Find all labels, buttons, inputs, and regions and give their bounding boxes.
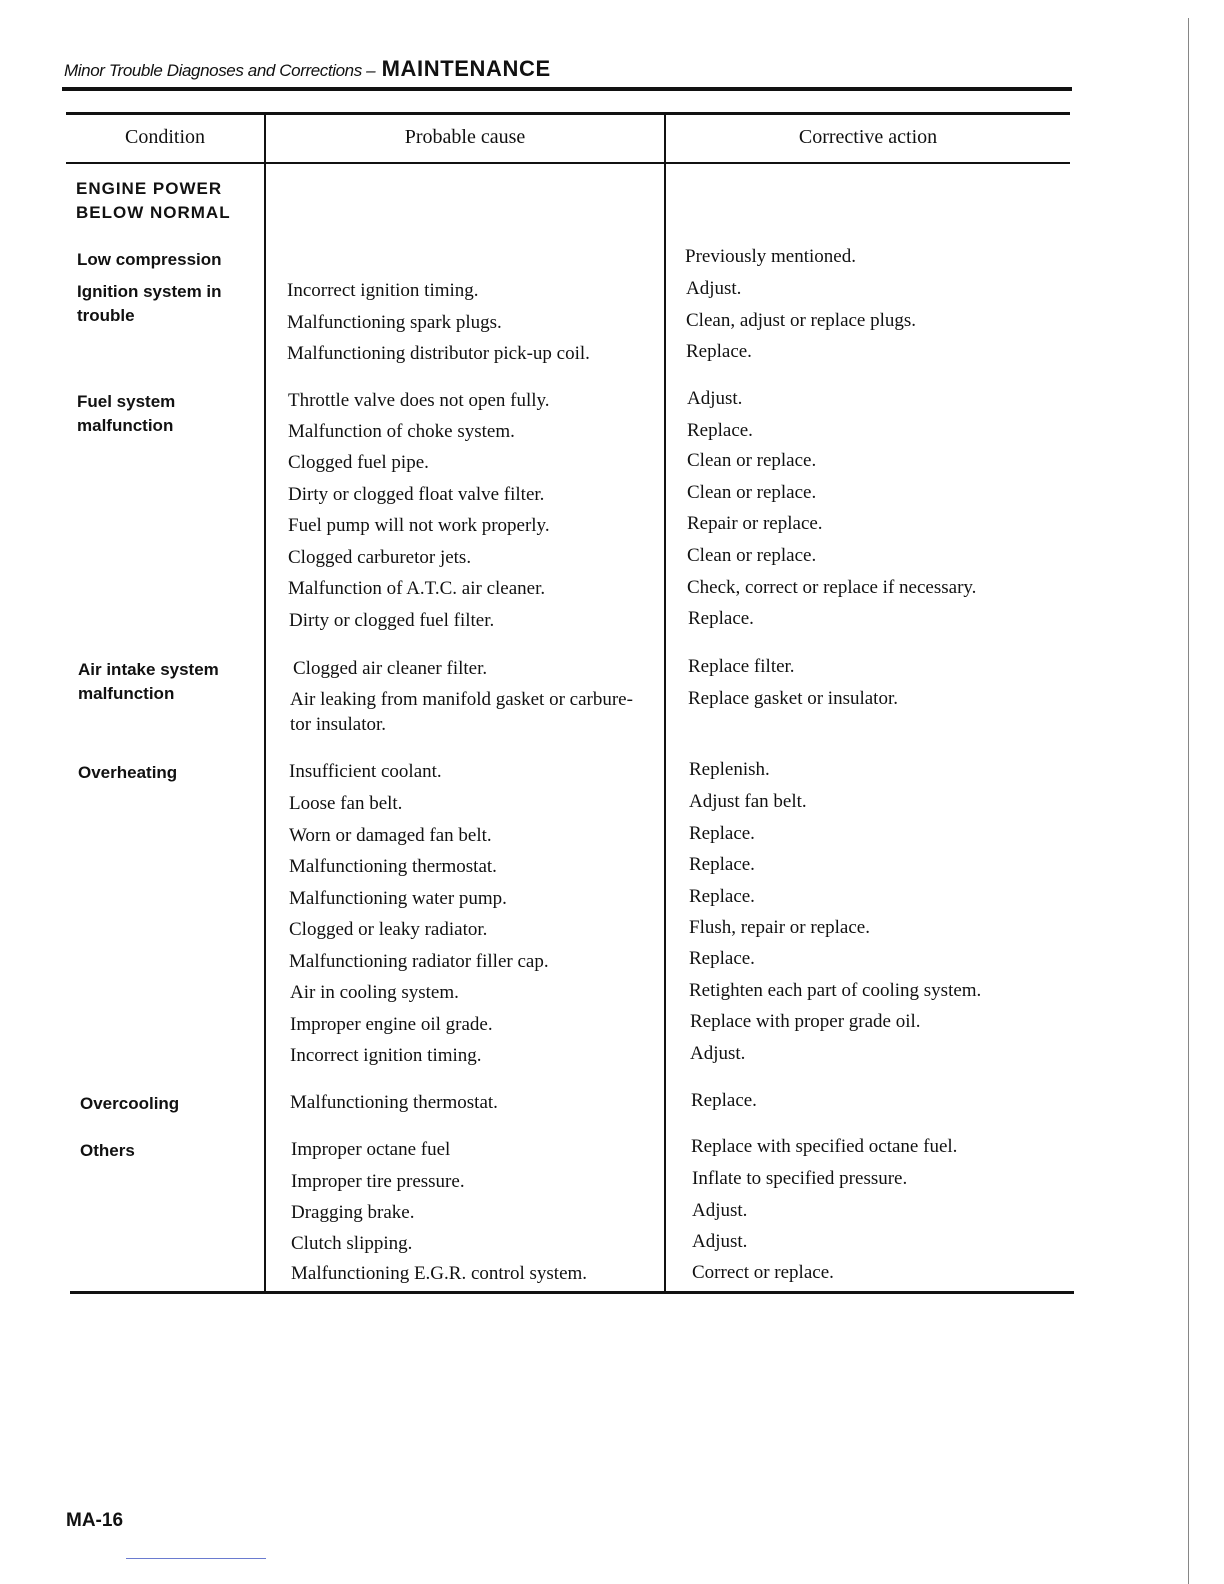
action-cell: Clean or replace. [687, 545, 817, 566]
condition-others: Others [80, 1141, 135, 1160]
header-rule [62, 87, 1072, 91]
action-cell: Replace. [686, 341, 752, 362]
column-header-condition: Condition [124, 126, 205, 148]
condition-ignition-system: Ignition system in trouble [77, 282, 222, 325]
cause-cell: Fuel pump will not work properly. [288, 515, 550, 536]
scan-bottom-mark [126, 1558, 266, 1559]
cause-cell: Malfunction of choke system. [288, 421, 515, 442]
cause-cell-line-2: tor insulator. [290, 714, 387, 735]
scan-edge-line [1188, 18, 1189, 1584]
page-number: MA-16 [66, 1510, 124, 1531]
table-top-rule [66, 112, 1070, 115]
cause-cell: Clogged carburetor jets. [288, 547, 472, 568]
cause-cell: Clogged fuel pipe. [288, 452, 429, 473]
cause-cell: Malfunctioning thermostat. [289, 856, 497, 877]
cause-cell: Clogged air cleaner filter. [293, 658, 488, 679]
cause-cell: Clutch slipping. [291, 1233, 413, 1254]
condition-low-compression: Low compression [77, 250, 222, 269]
cause-cell-line-1: Air leaking from manifold gasket or carbure- [290, 689, 633, 710]
cause-cell: Improper tire pressure. [291, 1171, 465, 1192]
cause-cell: Malfunctioning E.G.R. control system. [291, 1263, 588, 1284]
cause-cell: Loose fan belt. [289, 793, 403, 814]
action-cell: Replenish. [689, 759, 770, 780]
header-subtitle: Minor Trouble Diagnoses and Corrections – [64, 61, 376, 80]
cause-cell: Malfunctioning radiator filler cap. [289, 951, 549, 972]
cause-cell: Air in cooling system. [290, 982, 459, 1003]
column-header-probable-cause: Probable cause [404, 126, 526, 148]
cause-cell: Malfunction of A.T.C. air cleaner. [288, 578, 546, 599]
cause-cell: Insufficient coolant. [289, 761, 442, 782]
action-cell: Replace. [689, 854, 755, 875]
cause-cell: Malfunctioning distributor pick-up coil. [287, 343, 590, 364]
condition-overcooling: Overcooling [80, 1094, 180, 1113]
action-cell: Check, correct or replace if necessary. [687, 577, 977, 598]
action-cell: Replace filter. [688, 656, 795, 677]
action-cell: Previously mentioned. [685, 246, 856, 267]
column-header-corrective-action: Corrective action [798, 126, 938, 148]
action-cell: Replace. [687, 420, 753, 441]
action-cell: Adjust fan belt. [689, 791, 807, 812]
cause-cell: Throttle valve does not open fully. [288, 390, 550, 411]
section-heading: ENGINE POWER BELOW NORMAL [76, 179, 231, 222]
condition-fuel-system: Fuel system malfunction [77, 392, 176, 435]
action-cell: Adjust. [692, 1231, 748, 1252]
page-header [64, 56, 551, 82]
action-cell: Repair or replace. [687, 513, 823, 534]
action-cell: Flush, repair or replace. [689, 917, 870, 938]
action-cell: Replace. [691, 1090, 757, 1111]
condition-air-intake: Air intake system malfunction [78, 660, 219, 703]
cause-cell: Incorrect ignition timing. [287, 280, 479, 301]
action-cell: Replace. [689, 886, 755, 907]
condition-overheating: Overheating [78, 763, 178, 782]
cause-cell: Malfunctioning thermostat. [290, 1092, 498, 1113]
cause-cell: Malfunctioning spark plugs. [287, 312, 502, 333]
action-cell: Replace with proper grade oil. [690, 1011, 921, 1032]
cause-cell: Dragging brake. [291, 1202, 415, 1223]
action-cell: Clean or replace. [687, 450, 817, 471]
action-cell: Replace gasket or insulator. [688, 688, 898, 709]
column-divider-1 [264, 113, 266, 1293]
table-header-rule [66, 162, 1070, 164]
cause-cell: Malfunctioning water pump. [289, 888, 507, 909]
header-section-title: MAINTENANCE [381, 56, 551, 81]
cause-cell: Clogged or leaky radiator. [289, 919, 488, 940]
action-cell: Adjust. [690, 1043, 746, 1064]
action-cell: Replace. [689, 948, 755, 969]
action-cell: Retighten each part of cooling system. [689, 980, 982, 1001]
action-cell: Adjust. [687, 388, 743, 409]
action-cell: Clean or replace. [687, 482, 817, 503]
cause-cell: Dirty or clogged fuel filter. [289, 610, 495, 631]
action-cell: Correct or replace. [692, 1262, 834, 1283]
table-bottom-rule [70, 1291, 1074, 1294]
action-cell: Adjust. [692, 1200, 748, 1221]
action-cell: Adjust. [686, 278, 742, 299]
column-divider-2 [664, 113, 666, 1293]
action-cell: Inflate to specified pressure. [692, 1168, 908, 1189]
action-cell: Replace. [689, 823, 755, 844]
cause-cell: Worn or damaged fan belt. [289, 825, 492, 846]
action-cell: Clean, adjust or replace plugs. [686, 310, 917, 331]
cause-cell: Improper engine oil grade. [290, 1014, 493, 1035]
cause-cell: Incorrect ignition timing. [290, 1045, 482, 1066]
action-cell: Replace. [688, 608, 754, 629]
cause-cell: Improper octane fuel [291, 1139, 451, 1160]
cause-cell: Dirty or clogged float valve filter. [288, 484, 545, 505]
action-cell: Replace with specified octane fuel. [691, 1136, 958, 1157]
